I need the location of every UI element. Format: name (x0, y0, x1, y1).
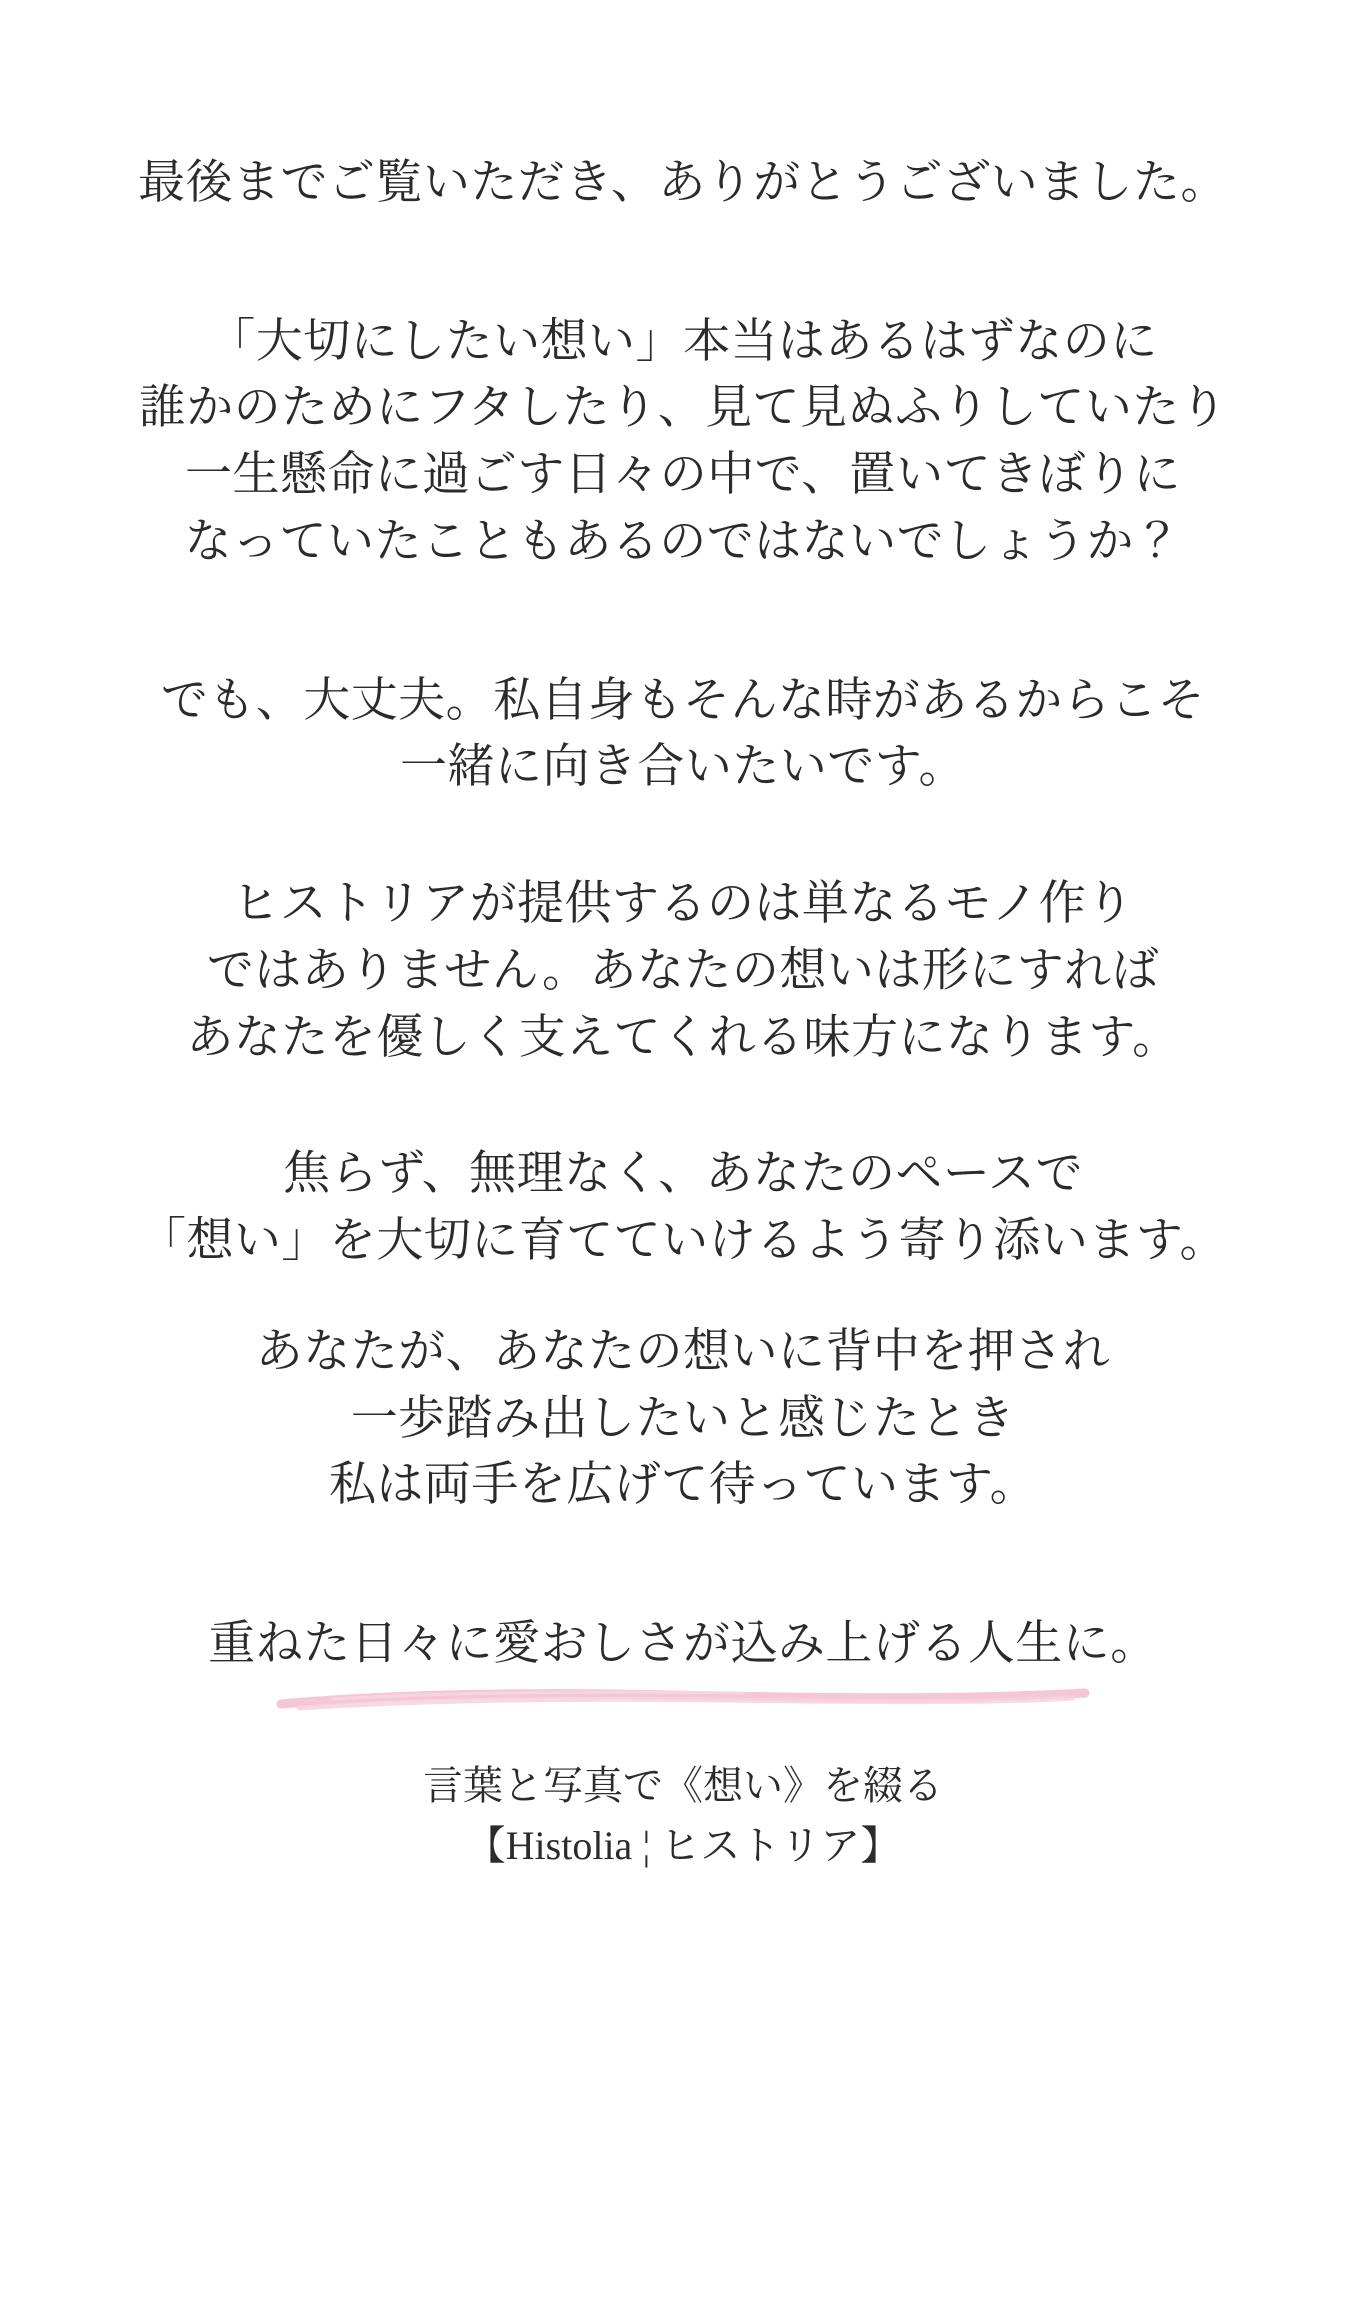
closing-statement (40, 1611, 1326, 1726)
paragraph-1-line-4: なっていたこともあるのではないでしょうか？ (184, 515, 1182, 568)
paragraph-1-line-2: 誰かのためにフタしたり、見て見ぬふりしていたり (138, 382, 1228, 435)
closing-line-1: 重ねた日々に愛おしさが込み上げる人生に。 (208, 1618, 1158, 1671)
signature-line-1: 言葉と写真で《想い》を綴る (423, 1762, 943, 1808)
intro-line-1: 最後までご覧いただき、ありがとうございました。 (138, 157, 1228, 209)
paragraph-4-line-2: 「想い」を大切に育てていけるよう寄り添います。 (138, 1215, 1228, 1268)
paragraph-3-line-3: あなたを優しく支えてくれる味方になります。 (186, 1011, 1180, 1064)
signature-line-2: 【Histolia ¦ ヒストリア】 (465, 1822, 901, 1868)
paragraph-2-line-1: でも、大丈夫。私自身もそんな時があるからこそ (160, 674, 1206, 727)
signature-block (40, 1756, 1326, 1876)
paragraph-2-line-2: 一緒に向き合いたいです。 (400, 741, 966, 794)
paragraph-5-line-1: あなたが、あなたの想いに背中を押され (255, 1325, 1111, 1378)
pink-brush-underline-icon (273, 1686, 1093, 1712)
paragraph-3-line-2: ではありません。あなたの想いは形にすれば (206, 944, 1160, 997)
paragraph-2 (40, 668, 1326, 801)
paragraph-5-line-3: 私は両手を広げて待っています。 (328, 1459, 1038, 1512)
paragraph-4-line-1: 焦らず、無理なく、あなたのペースで (283, 1148, 1083, 1201)
paragraph-3-line-1: ヒストリアが提供するのは単なるモノ作り (232, 878, 1134, 931)
paragraph-1-line-3: 一生懸命に過ごす日々の中で、置いてきぼりに (185, 449, 1181, 502)
paragraph-1 (40, 309, 1326, 576)
paragraph-5 (40, 1319, 1326, 1519)
paragraph-5-line-2: 一歩踏み出したいと感じたとき (350, 1392, 1016, 1445)
paragraph-3 (40, 871, 1326, 1071)
closing-line-wrapper (208, 1611, 1157, 1726)
paragraph-4 (40, 1141, 1326, 1274)
paragraph-1-line-1: 「大切にしたい想い」本当はあるはずなのに (208, 315, 1158, 368)
intro-paragraph (40, 150, 1326, 217)
